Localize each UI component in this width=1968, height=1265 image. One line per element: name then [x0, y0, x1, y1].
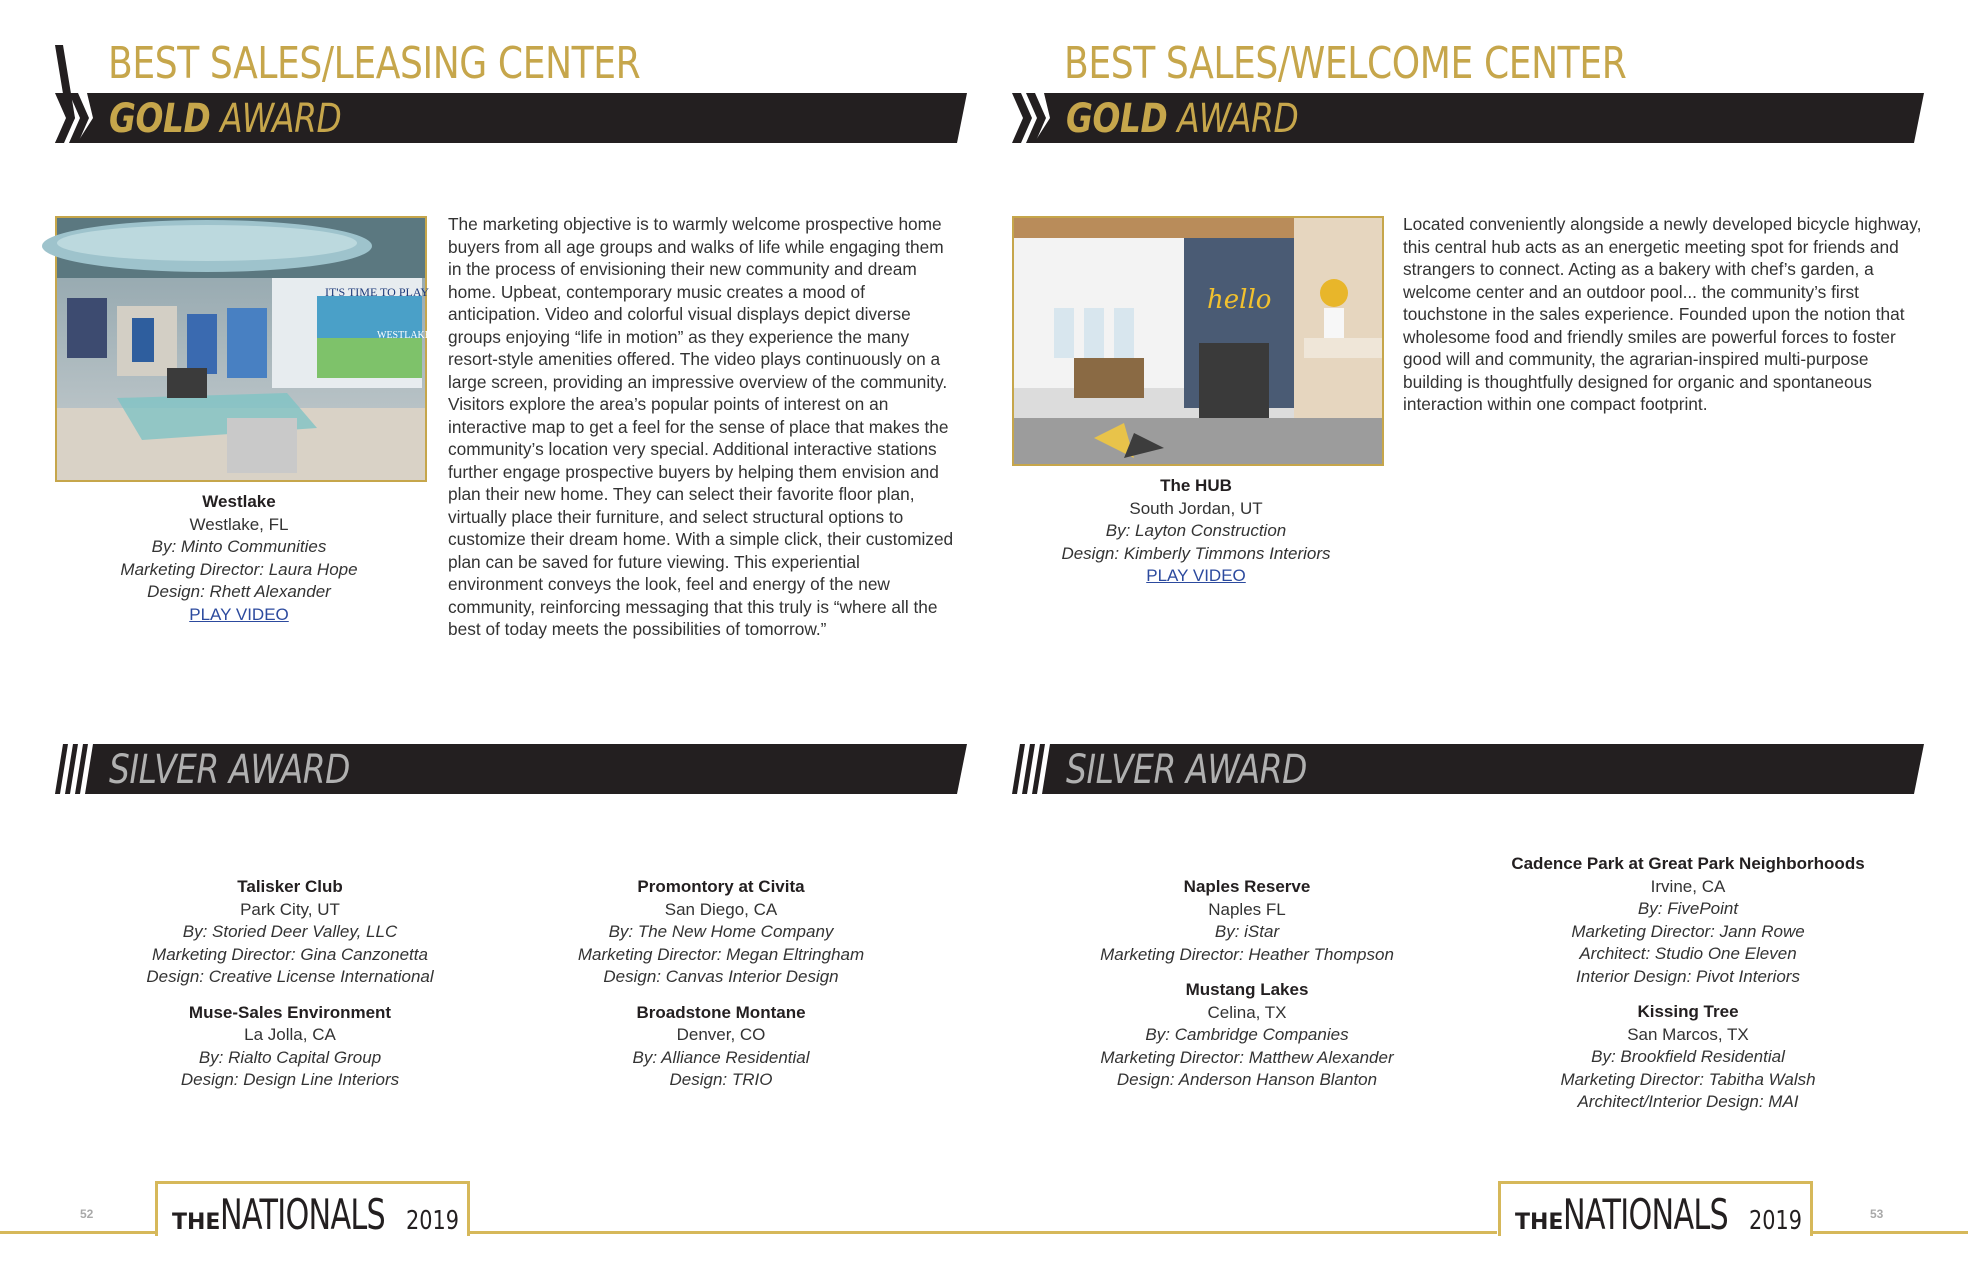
winner-name: The HUB	[1160, 476, 1232, 495]
winner-caption	[1010, 475, 1382, 588]
silver-col-1	[90, 876, 490, 1092]
footer-rule	[467, 1231, 1497, 1234]
entry-line: By: Rialto Capital Group	[198, 1047, 382, 1067]
winner-marketing: Marketing Director: Laura Hope	[120, 559, 358, 579]
photo-sign: IT'S TIME TO PLAY	[325, 285, 430, 299]
award-word: AWARD	[1167, 96, 1299, 142]
entry-line: Marketing Director: Megan Eltringham	[577, 944, 865, 964]
photo-sign-2: WESTLAKE	[377, 330, 431, 341]
right-page	[984, 0, 1924, 1265]
silver-award-banner	[1012, 744, 1924, 794]
footer-rule	[1811, 1231, 1968, 1234]
silver-award-banner	[55, 744, 967, 794]
winner-builder: By: Minto Communities	[151, 537, 327, 556]
entry-location: Celina, TX	[1207, 1002, 1287, 1022]
gold-award-banner	[1012, 93, 1924, 143]
award-word: AWARD	[218, 747, 350, 793]
silver-col-2	[521, 876, 921, 1092]
entry-line: By: Brookfield Residential	[1591, 1047, 1785, 1066]
entry-line: Marketing Director: Jann Rowe	[1571, 921, 1805, 941]
winner-location: South Jordan, UT	[1129, 498, 1263, 518]
gold-word: GOLD	[109, 96, 211, 142]
gold-award-banner	[55, 93, 967, 143]
entry-location: Park City, UT	[240, 899, 340, 919]
logo-the: THE	[1515, 1210, 1564, 1235]
entry-name: Muse-Sales Environment	[188, 1002, 392, 1022]
winner-location: Westlake, FL	[189, 514, 289, 534]
entry-line: Architect: Studio One Eleven	[1579, 944, 1797, 963]
entry-line: Design: Anderson Hanson Blanton	[1116, 1070, 1378, 1089]
entry-name: Cadence Park at Great Park Neighborhoods	[1511, 854, 1865, 873]
entry-location: Denver, CO	[676, 1025, 766, 1044]
winner-description: The marketing objective is to warmly welcome prospective home buyers from all age groups and walks of life while engaging them in the process of envisioning their new community and dream home. Upbeat, contemporary music creates a mood of anticipation. Video and colorful visual displays depict diverse groups enjoying “life in motion” as they experience the many resort-style amenities offered. The video plays continuously on a large screen, providing an impressive overview of the community. Visitors explore the area’s popular points of interest on an interactive map to get a feel for the sense of place that makes the community’s location very special. Additional interactive stations further engage prospective buyers by helping them envision and plan their new home. They can select their favorite floor plan, virtually place their furniture, and select structural options to customize their dream home. With a simple click, their customized plan can be saved for future viewing. This experiential environment conveys the look, feel and energy of the new community, reinforcing messaging that this truly is “where all the best of today meets the possibilities of tomorrow.”	[448, 214, 954, 639]
footer-rule	[0, 1231, 155, 1234]
nationals-logo	[155, 1181, 470, 1239]
entry-line: By: Cambridge Companies	[1145, 1025, 1349, 1044]
entry-location: San Marcos, TX	[1627, 1024, 1749, 1044]
page-number: 52	[80, 1207, 94, 1221]
entry-line: Interior Design: Pivot Interiors	[1576, 966, 1800, 986]
logo-year: 2019	[1749, 1206, 1802, 1236]
award-word: AWARD	[210, 96, 342, 142]
logo-year: 2019	[406, 1206, 459, 1236]
silver-col-1	[1047, 876, 1447, 1092]
westlake-photo	[55, 216, 431, 482]
the-hub-photo	[1012, 216, 1384, 466]
entry-line: Marketing Director: Tabitha Walsh	[1560, 1069, 1816, 1089]
nationals-logo	[1498, 1181, 1813, 1239]
play-video-link[interactable]: PLAY VIDEO	[189, 604, 289, 624]
entry-line: Marketing Director: Gina Canzonetta	[152, 944, 428, 964]
entry-line: Marketing Director: Heather Thompson	[1100, 944, 1394, 964]
entry-line: Design: Creative License International	[146, 967, 434, 986]
winner-builder: By: Layton Construction	[1105, 521, 1287, 540]
winner-name: Westlake	[202, 492, 276, 511]
entry-name: Mustang Lakes	[1185, 980, 1309, 999]
silver-word: SILVER	[109, 747, 219, 793]
entry-location: Irvine, CA	[1650, 876, 1726, 896]
entry-line: By: The New Home Company	[608, 922, 834, 941]
entry-location: La Jolla, CA	[244, 1025, 336, 1044]
winner-design: Design: Kimberly Timmons Interiors	[1061, 543, 1331, 563]
logo-the: THE	[172, 1210, 221, 1235]
entry-line: Design: TRIO	[669, 1070, 773, 1089]
entry-line: By: FivePoint	[1637, 899, 1739, 918]
winner-description: Located conveniently alongside a newly developed bicycle highway, this central hub acts as an energetic meeting spot for friends and strangers to connect. Acting as a bakery with chef’s garden, a welcome center and an outdoor pool... the community’s first touchstone in the sales experience. Founded upon the notion that wholesome food and friendly smiles are powerful forces to foster good will and community, the agrarian-inspired multi-purpose building is thoughtfully designed for organic and spontaneous interaction within one compact footprint.	[1403, 214, 1922, 414]
entry-name: Naples Reserve	[1183, 877, 1311, 896]
photo-sign: hello	[1207, 285, 1272, 315]
entry-location: San Diego, CA	[664, 899, 778, 919]
entry-line: Architect/Interior Design: MAI	[1577, 1092, 1799, 1111]
entry-name: Talisker Club	[237, 877, 343, 896]
winner-design: Design: Rhett Alexander	[147, 582, 331, 601]
logo-nationals: NATIONALS	[1563, 1190, 1729, 1239]
entry-name: Kissing Tree	[1637, 1002, 1739, 1021]
entry-line: By: iStar	[1214, 922, 1280, 941]
award-word: AWARD	[1175, 747, 1307, 793]
entry-line: By: Storied Deer Valley, LLC	[182, 922, 398, 941]
silver-col-2	[1478, 853, 1898, 1114]
entry-line: By: Alliance Residential	[632, 1047, 810, 1067]
play-video-link[interactable]: PLAY VIDEO	[1146, 566, 1246, 585]
entry-line: Marketing Director: Matthew Alexander	[1100, 1047, 1394, 1067]
silver-word: SILVER	[1066, 747, 1176, 793]
entry-name: Promontory at Civita	[637, 877, 805, 896]
gold-word: GOLD	[1066, 96, 1168, 142]
category-title: BEST SALES/LEASING CENTER	[108, 38, 641, 89]
logo-nationals: NATIONALS	[220, 1190, 386, 1239]
entry-location: Naples FL	[1208, 899, 1286, 919]
entry-name: Broadstone Montane	[636, 1002, 806, 1022]
left-page	[0, 0, 954, 1265]
entry-line: Design: Design Line Interiors	[180, 1070, 400, 1089]
entry-line: Design: Canvas Interior Design	[603, 967, 839, 986]
page-number: 53	[1870, 1207, 1884, 1221]
category-title: BEST SALES/WELCOME CENTER	[1064, 38, 1627, 89]
winner-caption	[53, 491, 425, 626]
